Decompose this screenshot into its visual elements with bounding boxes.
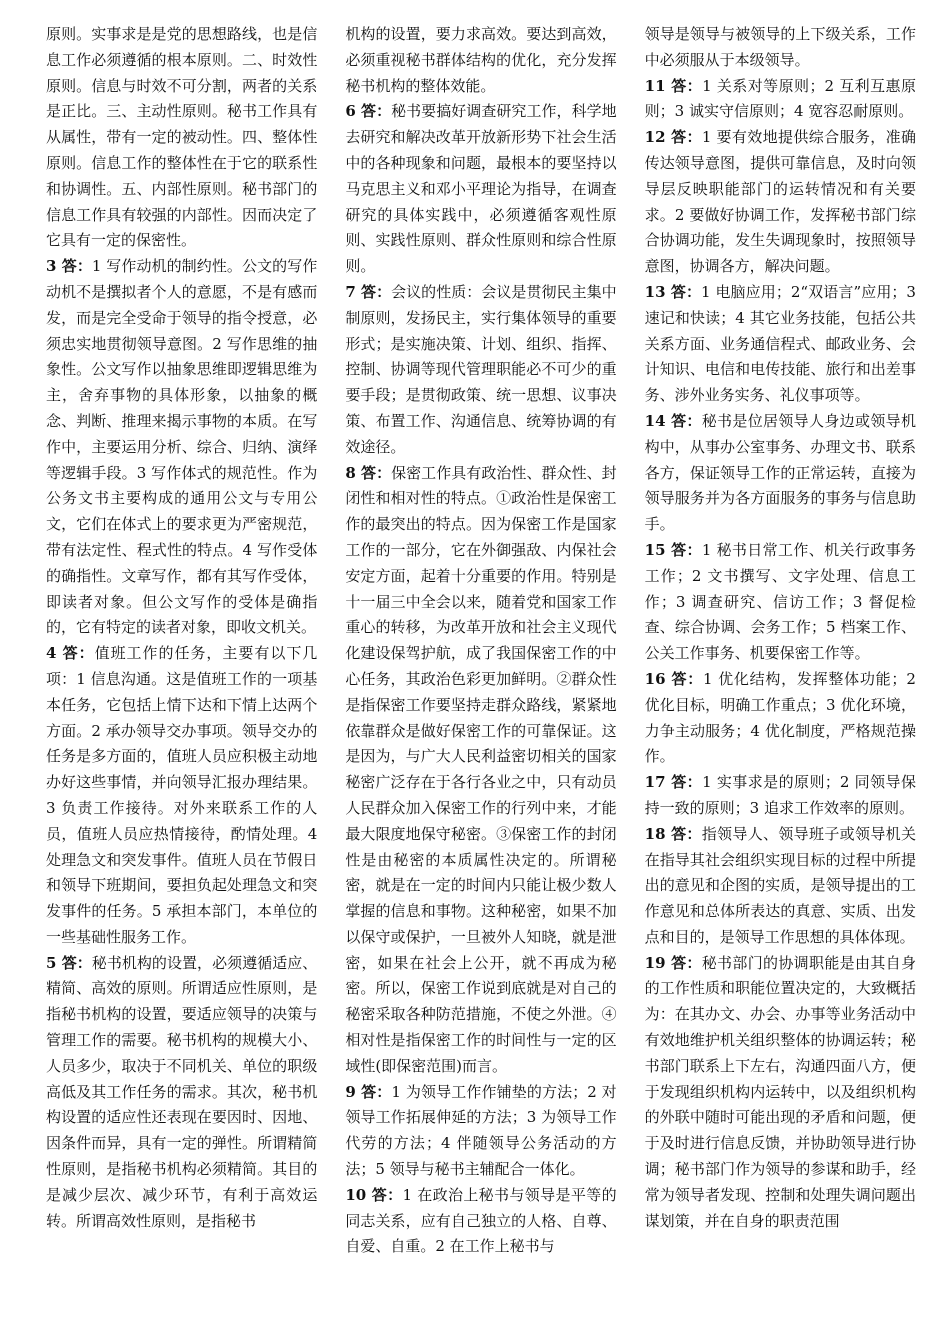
answer-body: 领导是领导与被领导的上下级关系，工作中必须服从于本级领导。 <box>644 25 916 69</box>
answer-paragraph <box>645 667 916 770</box>
answer-paragraph <box>645 951 916 1235</box>
answer-body: 1 优化结构，发挥整体功能；2 优化目标，明确工作重点；3 优化环境，力争主动服务；4 优化制度，严格规范操作。 <box>644 669 916 766</box>
answer-paragraph <box>345 1080 616 1183</box>
answer-paragraph <box>345 1183 616 1260</box>
answer-number: 15 答： <box>644 540 702 559</box>
answer-paragraph <box>645 822 916 951</box>
answer-body: 1 在政治上秘书与领导是平等的同志关系，应有自己独立的人格、自尊、自爱、自重。2 在工作上秘书与 <box>345 1185 617 1256</box>
answer-number: 11 答： <box>644 76 703 95</box>
answer-body: 机构的设置，要力求高效。要达到高效，必须重视秘书群体结构的优化，充分发挥秘书机构的整体效能。 <box>345 25 617 95</box>
answer-body: 秘书要搞好调查研究工作，科学地去研究和解决改革开放新形势下社会生活中的各种现象和问题，最根本的要坚持以马克思主义和邓小平理论为指导，在调查研究的具体实践中，必须遵循客观性原则、实践性原则、群众性原则和综合性原则。 <box>345 102 617 276</box>
answer-body: 原则。实事求是是党的思想路线，也是信息工作必须遵循的根本原则。二、时效性原则。信息与时效不可分割，两者的关系是正比。三、主动性原则。秘书工作具有从属性，带有一定的被动性。四、整体性原则。信息工作的整体性在于它的联系性和协调性。五、内部性原则。秘书部门的信息工作具有较强的内部性。因而决定了它具有一定的保密性。 <box>46 25 318 250</box>
answer-number: 7 答： <box>345 282 392 301</box>
answer-number: 18 答： <box>644 824 702 843</box>
answer-paragraph <box>46 254 317 641</box>
answer-number: 5 答： <box>46 953 92 972</box>
answer-paragraph <box>645 280 916 409</box>
answer-number: 14 答： <box>644 411 702 430</box>
answer-body: 1 写作动机的制约性。公文的写作动机不是撰拟者个人的意愿，不是有感而发，而是完全受命于领导的指令授意，必须忠实地贯彻领导意图。2 写作思维的抽象性。公文写作以抽象思维即逻辑思维为主，舍弃事物的具体形象，以抽象的概念、判断、推理来揭示事物的本质。在写作中，主要运用分析、综合、归纳、演绎等逻辑手段。3 写作体式的规范性。作为公务文书主要构成的通用公文与专用公文，它们在体式上的要求更为严密规范，带有法定性、程式性的特点。4 写作受体的确指性。文章写作，都有其写作受体，即读者对象。但公文写作的受体是确指的，它有特定的读者对象，即收文机关。 <box>46 257 318 637</box>
answer-number: 16 答： <box>644 669 704 688</box>
answer-paragraph <box>645 22 916 74</box>
answer-number: 4 答： <box>46 644 95 663</box>
answer-paragraph <box>345 461 616 1080</box>
answer-body: 会议的性质：会议是贯彻民主集中制原则，发扬民主，实行集体领导的重要形式；是实施决策、计划、组织、指挥、控制、协调等现代管理职能必不可少的重要手段；是贯彻政策、统一思想、议事决策、布置工作、沟通信息、统筹协调的有效途径。 <box>345 282 617 456</box>
answer-paragraph <box>645 74 916 126</box>
answer-number: 19 答： <box>644 953 702 972</box>
answer-paragraph <box>345 99 616 280</box>
answer-body: 1 要有效地提供综合服务，准确传达领导意图，提供可靠信息，及时向领导层反映职能部门的运转情况和有关要求。2 要做好协调工作，发挥秘书部门综合协调功能，发生失调现象时，按照领导意图，协调各方，解决问题。 <box>644 128 916 276</box>
answer-body: 指领导人、领导班子或领导机关在指导其社会组织实现目标的过程中所提出的意见和企图的实质，是领导提出的工作意见和总体所表达的真意、实质、出发点和目的，是领导工作思想的具体体现。 <box>644 824 916 946</box>
answer-number: 3 答： <box>46 257 92 276</box>
answer-paragraph <box>345 22 616 99</box>
answer-paragraph <box>345 280 616 461</box>
answer-number: 13 答： <box>644 282 702 301</box>
answer-paragraph <box>46 951 317 1235</box>
text-column-3 <box>645 22 916 1344</box>
answer-body: 1 为领导工作作铺垫的方法；2 对领导工作拓展伸延的方法；3 为领导工作代劳的方法；4 伴随领导公务活动的方法；5 领导与秘书主辅配合一体化。 <box>345 1082 617 1179</box>
answer-body: 1 关系对等原则；2 互利互惠原则；3 诚实守信原则；4 宽容忍耐原则。 <box>644 76 916 121</box>
answer-body: 秘书是位居领导人身边或领导机构中，从事办公室事务、办理文书、联系各方，保证领导工作的正常运转，直接为领导服务并为各方面服务的事务与信息助手。 <box>644 411 916 534</box>
answer-number: 12 答： <box>644 128 702 147</box>
text-column-1 <box>46 22 317 1344</box>
answer-paragraph <box>46 641 317 951</box>
answer-number: 6 答： <box>345 102 392 121</box>
answer-body: 1 秘书日常工作、机关行政事务工作；2 文书撰写、文字处理、信息工作；3 调查研究、信访工作；3 督促检查、综合协调、会务工作；5 档案工作、公关工作事务、机要保密工作等。 <box>644 540 916 663</box>
answer-body: 1 电脑应用；2“双语言”应用；3 速记和快读；4 其它业务技能，包括公共关系方面、业务通信程式、邮政业务、会计知识、电信和电传技能、旅行和出差事务、涉外业务实务、礼仪事项等。 <box>644 282 916 405</box>
answer-paragraph <box>645 770 916 822</box>
answer-number: 10 答： <box>345 1185 403 1204</box>
answer-body: 秘书机构的设置，必须遵循适应、精简、高效的原则。所谓适应性原则，是指秘书机构的设置，要适应领导的决策与管理工作的需要。秘书机构的规模大小、人员多少，取决于不同机关、单位的职级高低及其工作任务的需求。其次，秘书机构设置的适应性还表现在要因时、因地、因条件而异，具有一定的弹性。所谓精简性原则，是指秘书机构必须精简。其目的是减少层次、减少环节，有利于高效运转。所谓高效性原则，是指秘书 <box>46 953 318 1230</box>
answer-paragraph <box>46 22 317 254</box>
text-column-2 <box>345 22 616 1344</box>
answer-body: 秘书部门的协调职能是由其自身的工作性质和职能位置决定的，大致概括为：在其办文、办会、办事等业务活动中有效地维护机关组织整体的协调运转；秘书部门联系上下左右，沟通四面八方，便于发现组织机构内运转中，以及组织机构的外联中随时可能出现的矛盾和问题，便于及时进行信息反馈，并协助领导进行协调；秘书部门作为领导的参谋和助手，经常为领导者发现、控制和处理失调问题出谋划策，并在自身的职责范围 <box>644 953 916 1230</box>
answer-body: 1 实事求是的原则；2 同领导保持一致的原则；3 追求工作效率的原则。 <box>644 773 916 817</box>
answer-paragraph <box>645 125 916 280</box>
answer-body: 保密工作具有政治性、群众性、封闭性和相对性的特点。①政治性是保密工作的最突出的特点。因为保密工作是国家工作的一部分，它在外御强敌、内保社会安定方面，起着十分重要的作用。特别是十一届三中全会以来，随着党和国家工作重心的转移，为改革开放和社会主义现代化建设保驾护航，成了我国保密工作的中心任务，其政治色彩更加鲜明。②群众性是指保密工作要坚持走群众路线，紧紧地依靠群众是做好保密工作的可靠保证。这是因为，与广大人民利益密切相关的国家秘密广泛存在于各行各业之中，只有动员人民群众加入保密工作的行列中来，才能最大限度地保守秘密。③保密工作的封闭性是由秘密的本质属性决定的。所谓秘密，就是在一定的时间内只能让极少数人掌握的信息和事物。这种秘密，如果不加以保守或保护，一旦被外人知晓，就是泄密，如果在社会上公开，就不再成为秘密。所以，保密工作说到底就是对自己的秘密采取各种防范措施，不使之外泄。④相对性是指保密工作的时间性与一定的区域性(即保密范围)而言。 <box>345 463 617 1075</box>
answer-number: 8 答： <box>345 463 392 482</box>
answer-body: 值班工作的任务，主要有以下几项：1 信息沟通。这是值班工作的一项基本任务，它包括上情下达和下情上达两个方面。2 承办领导交办事项。领导交办的任务是多方面的，值班人员应积极主动地办好这些事情，并向领导汇报办理结果。3 负责工作接待。对外来联系工作的人员，值班人员应热情接待，酌情处理。4 处理急文和突发事件。值班人员在节假日和领导下班期间，要担负起处理急文和突发事件的任务。5 承担本部门，本单位的一些基础性服务工作。 <box>46 644 318 946</box>
answer-number: 9 答： <box>345 1082 392 1101</box>
answer-paragraph <box>645 538 916 667</box>
answer-number: 17 答： <box>644 773 703 792</box>
answer-paragraph <box>645 409 916 538</box>
